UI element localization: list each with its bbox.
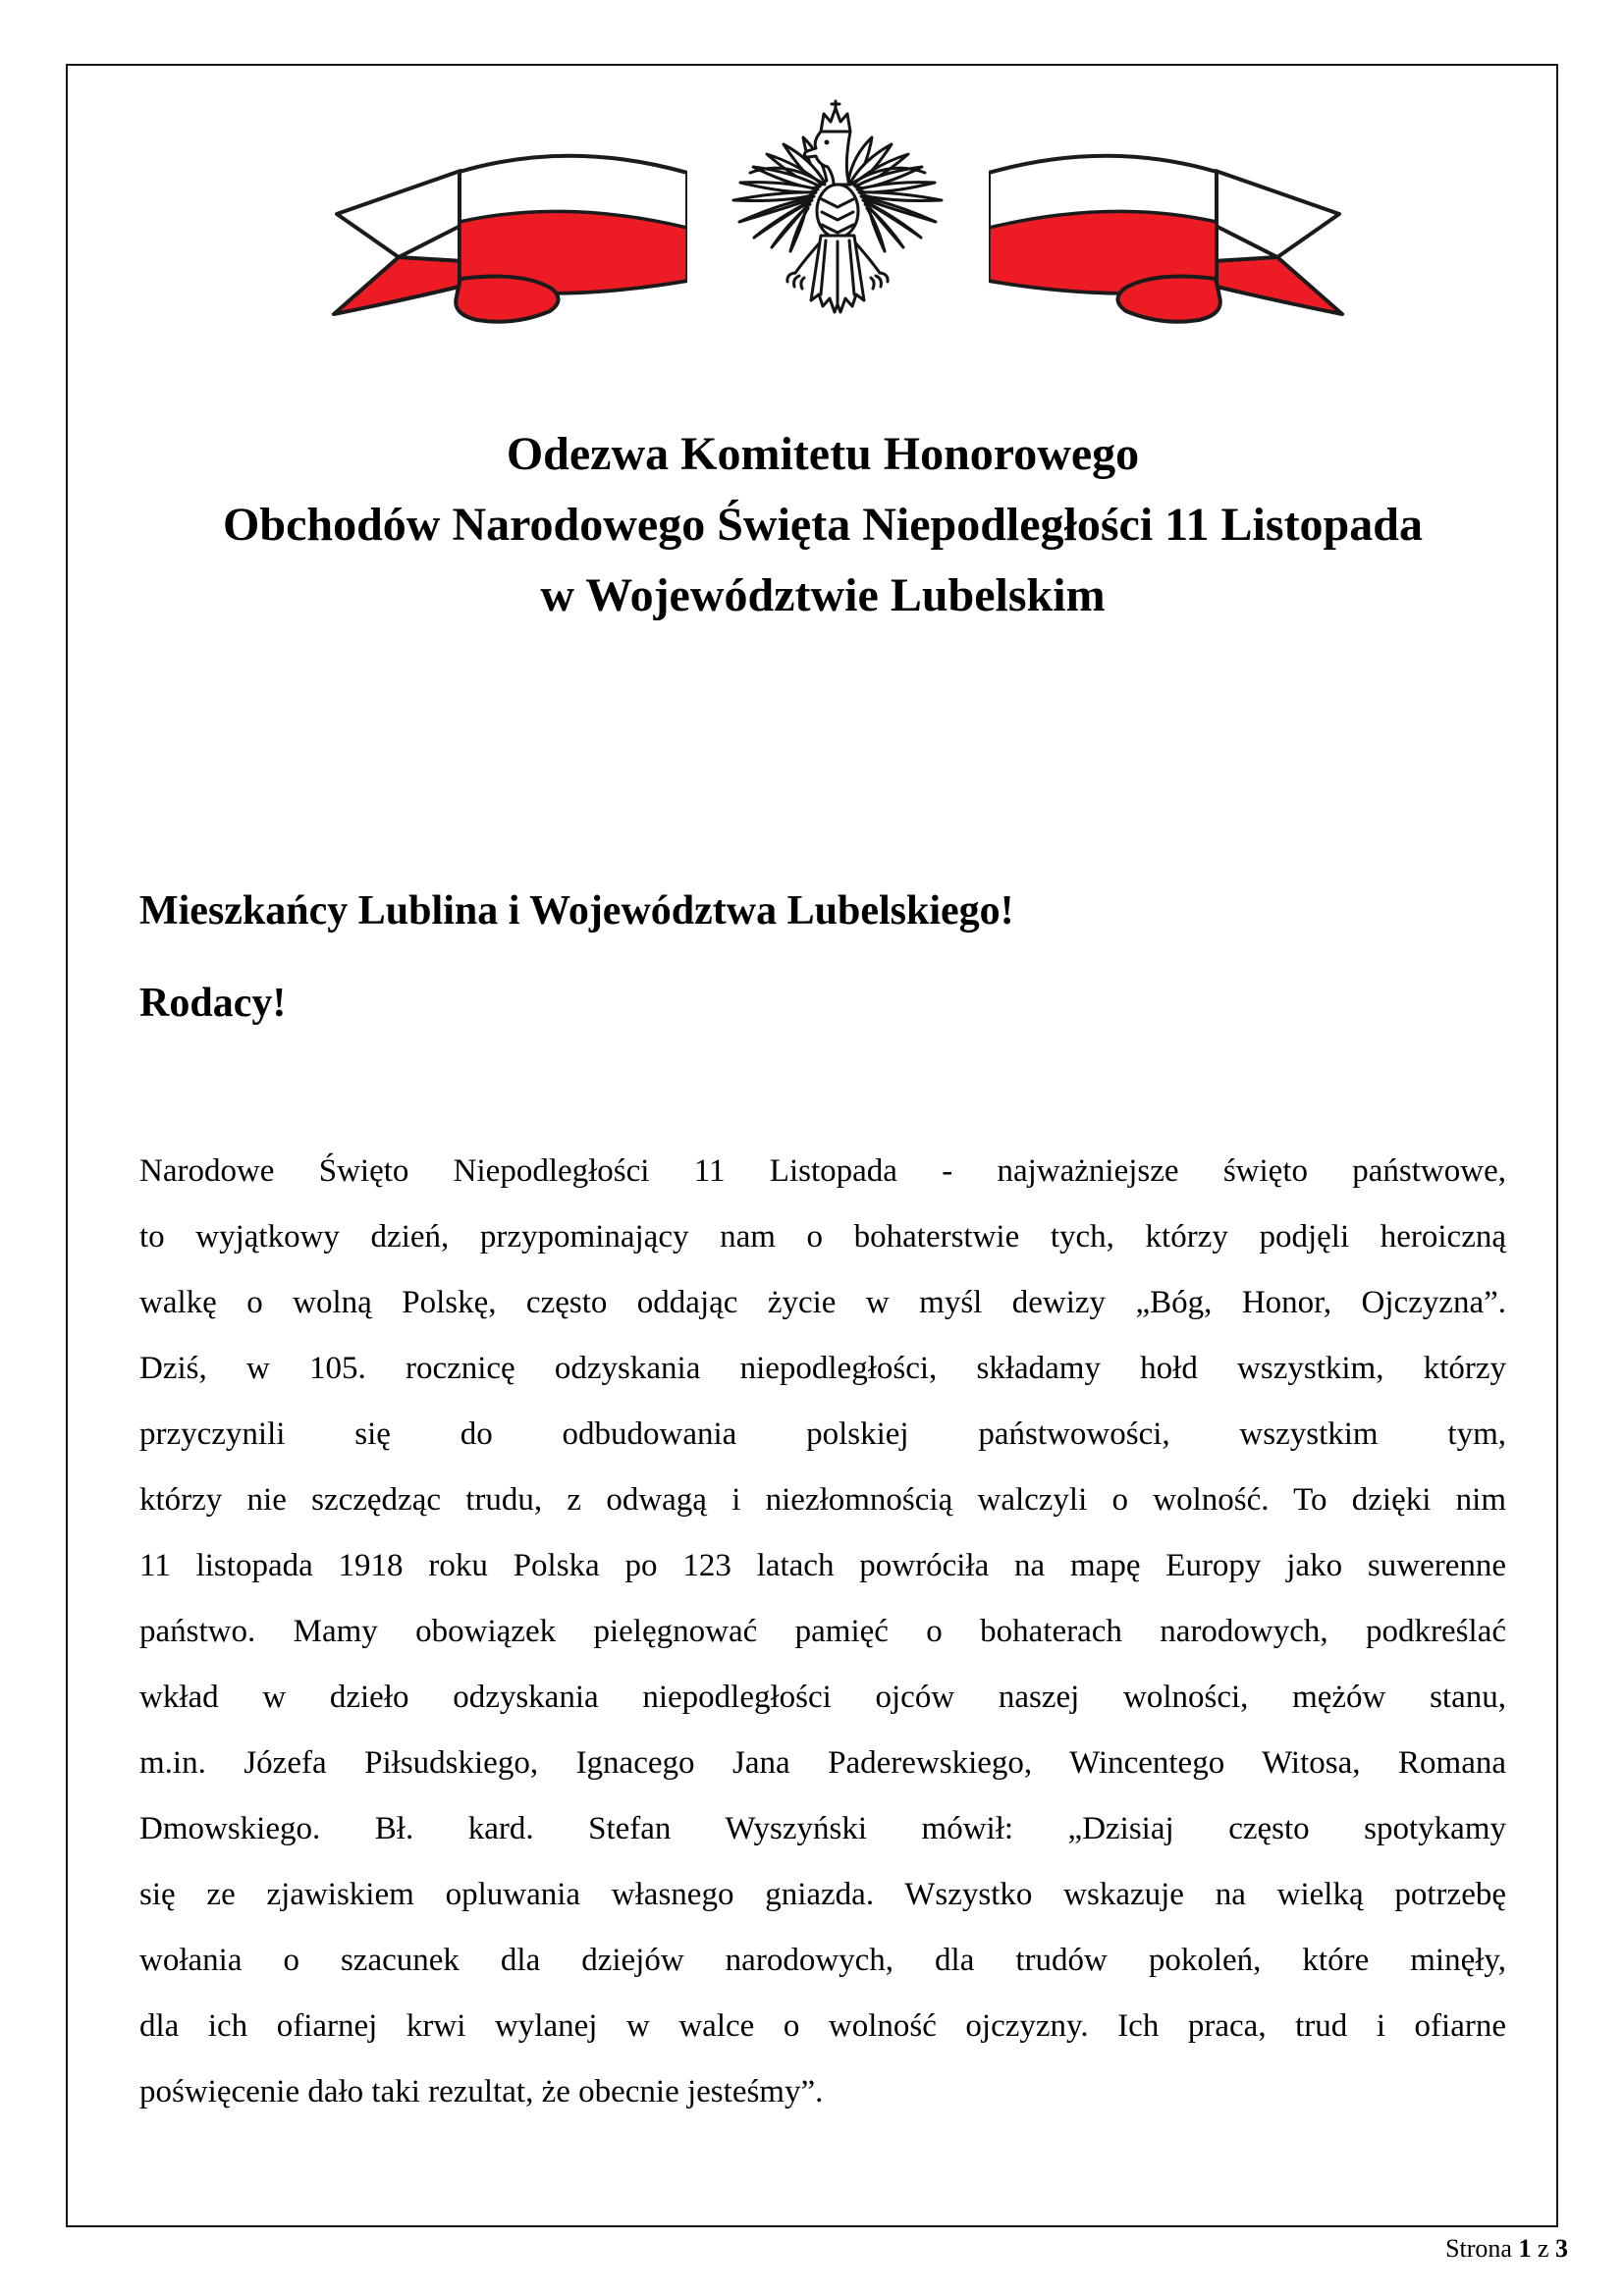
polish-eagle-icon — [725, 98, 950, 324]
body-line: się ze zjawiskiem opluwania własnego gniazda. Wszystko wskazuje na wielką potrzebę — [139, 1877, 1506, 1912]
body-line: poświęcenie dało taki rezultat, że obecnie jesteśmy”. — [139, 2074, 824, 2109]
body-line: dla ich ofiarnej krwi wylanej w walce o wolność ojczyzny. Ich praca, trud i ofiarne — [139, 2008, 1506, 2044]
body-line: wkład w dzieło odzyskania niepodległości ojców naszej wolności, mężów stanu, — [139, 1680, 1506, 1715]
footer-total-pages: 3 — [1555, 2234, 1568, 2263]
title-line-3: w Województwie Lubelskim — [540, 569, 1106, 621]
body-line: 11 listopada 1918 roku Polska po 123 latach powróciła na mapę Europy jako suwerenne — [139, 1548, 1506, 1583]
page-footer — [1445, 2234, 1568, 2264]
body-line: przyczynili się do odbudowania polskiej państwowości, wszystkim tym, — [139, 1416, 1506, 1452]
body-line: to wyjątkowy dzień, przypominający nam o bohaterstwie tych, którzy podjęli heroiczną — [139, 1219, 1506, 1255]
body-line: wołania o szacunek dla dziejów narodowych, dla trudów pokoleń, które minęły, — [139, 1943, 1506, 1978]
footer-separator: z — [1537, 2234, 1549, 2263]
body-line: Narodowe Święto Niepodległości 11 Listopada - najważniejsze święto państwowe, — [139, 1153, 1506, 1189]
salutation-inhabitants: Mieszkańcy Lublina i Województwa Lubelskiego! — [139, 888, 1014, 934]
body-line: Dziś, w 105. rocznicę odzyskania niepodległości, składamy hołd wszystkim, którzy — [139, 1351, 1506, 1386]
salutation-compatriots: Rodacy! — [139, 981, 287, 1026]
body-line: którzy nie szczędząc trudu, z odwagą i niezłomnością walczyli o wolność. To dzięki nim — [139, 1482, 1506, 1518]
body-line: walkę o wolną Polskę, często oddając życie w myśl dewizy „Bóg, Honor, Ojczyzna”. — [139, 1285, 1506, 1320]
title-line-2: Obchodów Narodowego Święta Niepodległości 11 Listopada — [223, 499, 1423, 551]
body-line: państwo. Mamy obowiązek pielęgnować pamięć o bohaterach narodowych, podkreślać — [139, 1614, 1506, 1649]
title-line-1: Odezwa Komitetu Honorowego — [506, 428, 1140, 480]
body-line: Dmowskiego. Bł. kard. Stefan Wyszyński mówił: „Dzisiaj często spotykamy — [139, 1811, 1506, 1846]
document-title — [139, 419, 1506, 631]
footer-page-number: 1 — [1518, 2234, 1532, 2263]
flag-ribbon-right-icon — [989, 79, 1460, 344]
body-line: m.in. Józefa Piłsudskiego, Ignacego Jana Paderewskiego, Wincentego Witosa, Romana — [139, 1745, 1506, 1781]
footer-label: Strona — [1445, 2234, 1512, 2263]
body-paragraph — [139, 1139, 1506, 2125]
flag-ribbon-left-icon — [216, 79, 687, 344]
